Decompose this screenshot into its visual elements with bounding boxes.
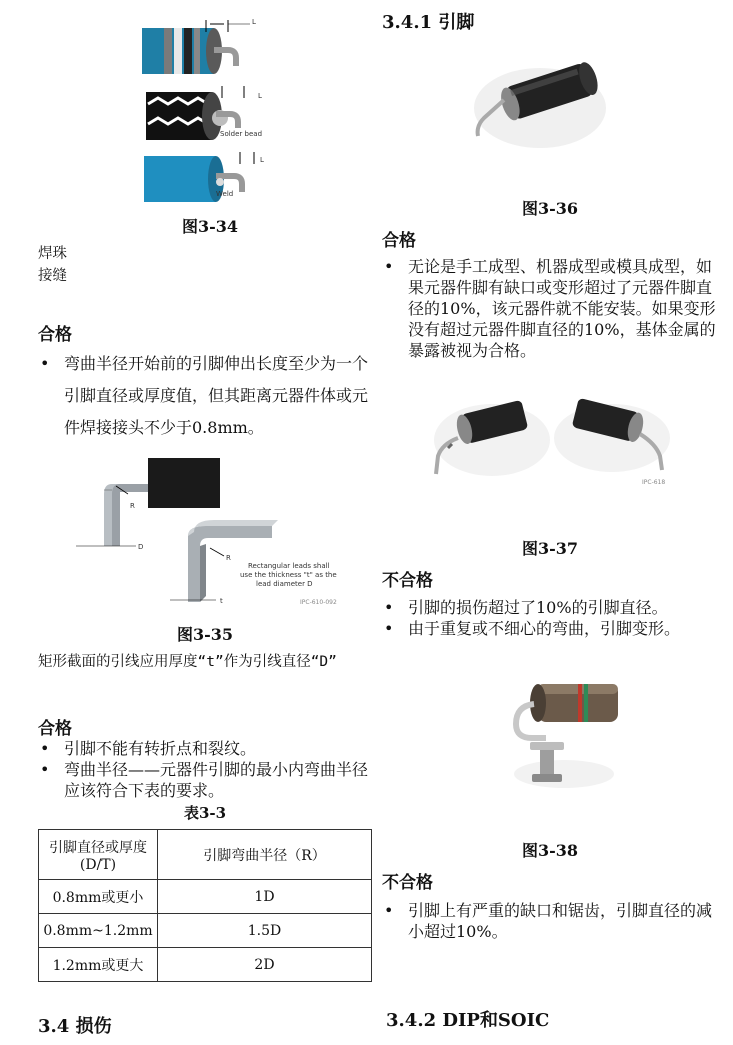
- reject-item-2: • 引脚上有严重的缺口和锯齿，引脚直径的减小超过10%。: [382, 900, 718, 942]
- table-cell: 0.8mm或更小: [39, 880, 158, 914]
- figure-3-37-caption: 图3-37: [521, 539, 579, 558]
- figure-3-34-caption: 图3-34: [181, 217, 239, 236]
- reject-item-1a: • 引脚的损伤超过了10%的引脚直径。: [382, 597, 718, 618]
- fig35-label-D: D: [138, 543, 144, 551]
- fig35-label-R2: R: [226, 554, 231, 562]
- table-cell: 1.2mm或更大: [39, 948, 158, 982]
- acceptable-heading-right: 合格: [382, 231, 416, 251]
- table-header-radius: 引脚弯曲半径（R）: [158, 830, 372, 880]
- note-solder-bead: 焊珠: [38, 246, 67, 262]
- fig35-note-2: use the thickness "t" as the: [240, 571, 337, 579]
- acceptable-item-right: • 无论是手工成型、机器成型或模具成型，如果元器件脚有缺口或变形超过了元器件脚直径的10%，该元器件就不能安装。如果变形没有超过元器件脚直径的10%，基体金属的暴露被视为合格。: [382, 256, 718, 361]
- fig34-label-L2: L: [258, 92, 262, 100]
- figure-3-34: [140, 12, 280, 208]
- acceptable-item-2a: • 引脚不能有转折点和裂纹。: [38, 738, 374, 759]
- fig35-label-t: t: [220, 597, 223, 605]
- section-3-4-1-title: 3.4.1 引脚: [382, 12, 475, 33]
- fig34-solder-bead-label: Solder bead: [220, 130, 263, 138]
- reject-heading-1: 不合格: [382, 571, 433, 591]
- acceptable-list-right: [382, 256, 718, 361]
- reject-heading-2: 不合格: [382, 873, 433, 893]
- fig37-code: IPC-618: [642, 479, 666, 486]
- figure-3-35-caption: 图3-35: [176, 625, 234, 644]
- acceptable-list-1: [38, 348, 374, 444]
- table-header-diameter: 引脚直径或厚度(D/T): [39, 830, 158, 880]
- fig35-code: IPC-610-092: [300, 599, 337, 606]
- figure-3-36-caption: 图3-36: [521, 199, 579, 218]
- table-3-3-caption: 表3-3: [183, 804, 227, 822]
- note-weld: 接缝: [38, 268, 67, 284]
- reject-item-1b: • 由于重复或不细心的弯曲，引脚变形。: [382, 618, 718, 639]
- table-cell: 1.5D: [158, 914, 372, 948]
- reject-list-2: [382, 900, 718, 942]
- bend-radius-table: [38, 829, 372, 982]
- acceptable-item-1: • 弯曲半径开始前的引脚伸出长度至少为一个引脚直径或厚度值，但其距离元器件体或元件焊接接头不少于0.8mm。: [38, 348, 374, 444]
- fig34-label-L3: L: [260, 156, 264, 164]
- table-cell: 2D: [158, 948, 372, 982]
- rect-lead-note: 矩形截面的引线应用厚度“t”作为引线直径“D”: [38, 654, 337, 670]
- table-cell: 1D: [158, 880, 372, 914]
- acceptable-heading-2: 合格: [38, 719, 72, 739]
- figure-3-38: [506, 676, 624, 792]
- acceptable-list-2: [38, 738, 374, 801]
- fig35-note-3: lead diameter D: [256, 580, 313, 588]
- fig34-label-L: L: [252, 18, 256, 26]
- figure-3-37: [430, 394, 680, 490]
- fig34-weld-label: Weld: [216, 190, 234, 198]
- fig35-label-R1: R: [130, 502, 135, 510]
- figure-3-35: [76, 454, 366, 614]
- reject-list-1: [382, 597, 718, 639]
- section-3-4-2-title: 3.4.2 DIP和SOIC: [386, 1010, 550, 1031]
- fig35-note-1: Rectangular leads shall: [248, 562, 330, 570]
- figure-3-36: [470, 56, 610, 152]
- figure-3-38-caption: 图3-38: [521, 841, 579, 860]
- section-3-4-title: 3.4 损伤: [38, 1016, 112, 1037]
- acceptable-heading-1: 合格: [38, 325, 72, 345]
- acceptable-item-2b: • 弯曲半径——元器件引脚的最小内弯曲半径应该符合下表的要求。: [38, 759, 374, 801]
- table-cell: 0.8mm~1.2mm: [39, 914, 158, 948]
